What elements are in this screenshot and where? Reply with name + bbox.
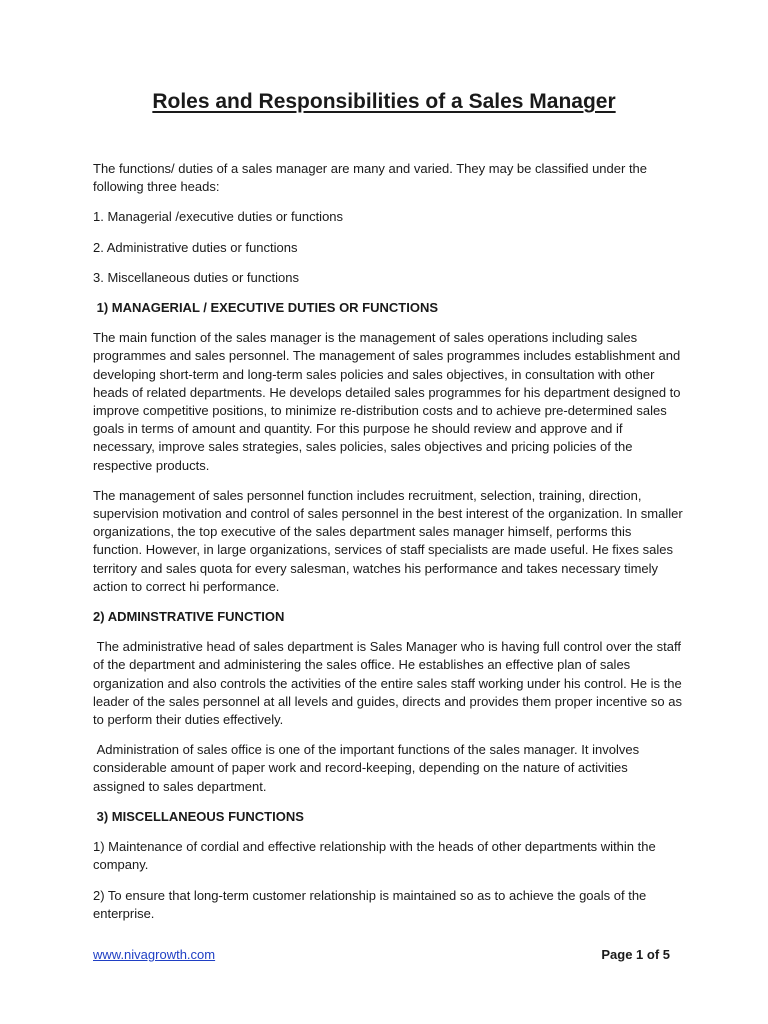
list-item-managerial: 1. Managerial /executive duties or functions [93, 209, 344, 225]
section2-paragraph-2: Administration of sales office is one of the important functions of the sales manager. It involves considerable amount of paper work and record-keeping, depending on the nature of activities assigned to sales department. [93, 742, 643, 794]
intro-paragraph: The functions/ duties of a sales manager are many and varied. They may be classified under the following three heads: [93, 161, 648, 195]
section-heading-administrative: 2) ADMINSTRATIVE FUNCTION [93, 609, 285, 625]
section3-item-1: 1) Maintenance of cordial and effective relationship with the heads of other departments within the company. [93, 839, 656, 873]
section1-paragraph-1: The main function of the sales manager is the management of sales operations including sales programmes and sales personnel. The management of sales programmes includes establishment and developing short-term and long-term sales policies and sales objectives, in consultation with other heads of related departments. He develops detailed sales programmes for his department designed to improve competitive positions, to minimize re-distribution costs and to achieve pre-determined sales goals in terms of amount and quantity. For this purpose he should review and approve and if necessary, improve sales strategies, sales policies, sales objectives and pricing policies of the respective products. [93, 330, 681, 473]
list-item-miscellaneous: 3. Miscellaneous duties or functions [93, 269, 299, 285]
section-heading-miscellaneous: 3) MISCELLANEOUS FUNCTIONS [93, 808, 304, 824]
section1-paragraph-2: The management of sales personnel function includes recruitment, selection, training, direction, supervision motivation and control of sales personnel in the best interest of the organization. In smaller organizations, the top executive of the sales department sales manager himself, performs this function. However, in large organizations, services of staff specialists are made useful. He fixes sales territory and sales quota for every salesman, watches his performance and takes necessary timely action to correct hi performance. [93, 487, 683, 594]
list-item-administrative: 2. Administrative duties or functions [93, 239, 298, 255]
section2-paragraph-1: The administrative head of sales department is Sales Manager who is having full control over the staff of the department and administering the sales office. He establishes an effective plan of sales organization and also controls the activities of the entire sales staff working under his control. He is the leader of the sales personnel at all levels and guides, directs and provides them proper incentive so as to perform their duties effectively. [93, 639, 686, 728]
page-footer [93, 947, 670, 965]
page-number: Page 1 of 5 [601, 947, 670, 962]
website-link[interactable]: www.nivagrowth.com [93, 947, 216, 962]
section3-item-2: 2) To ensure that long-term customer relationship is maintained so as to achieve the goals of the enterprise. [93, 887, 647, 921]
document-body [93, 160, 686, 935]
section-heading-managerial: 1) MANAGERIAL / EXECUTIVE DUTIES OR FUNCTIONS [93, 300, 439, 316]
document-title: Roles and Responsibilities of a Sales Manager [152, 90, 616, 113]
